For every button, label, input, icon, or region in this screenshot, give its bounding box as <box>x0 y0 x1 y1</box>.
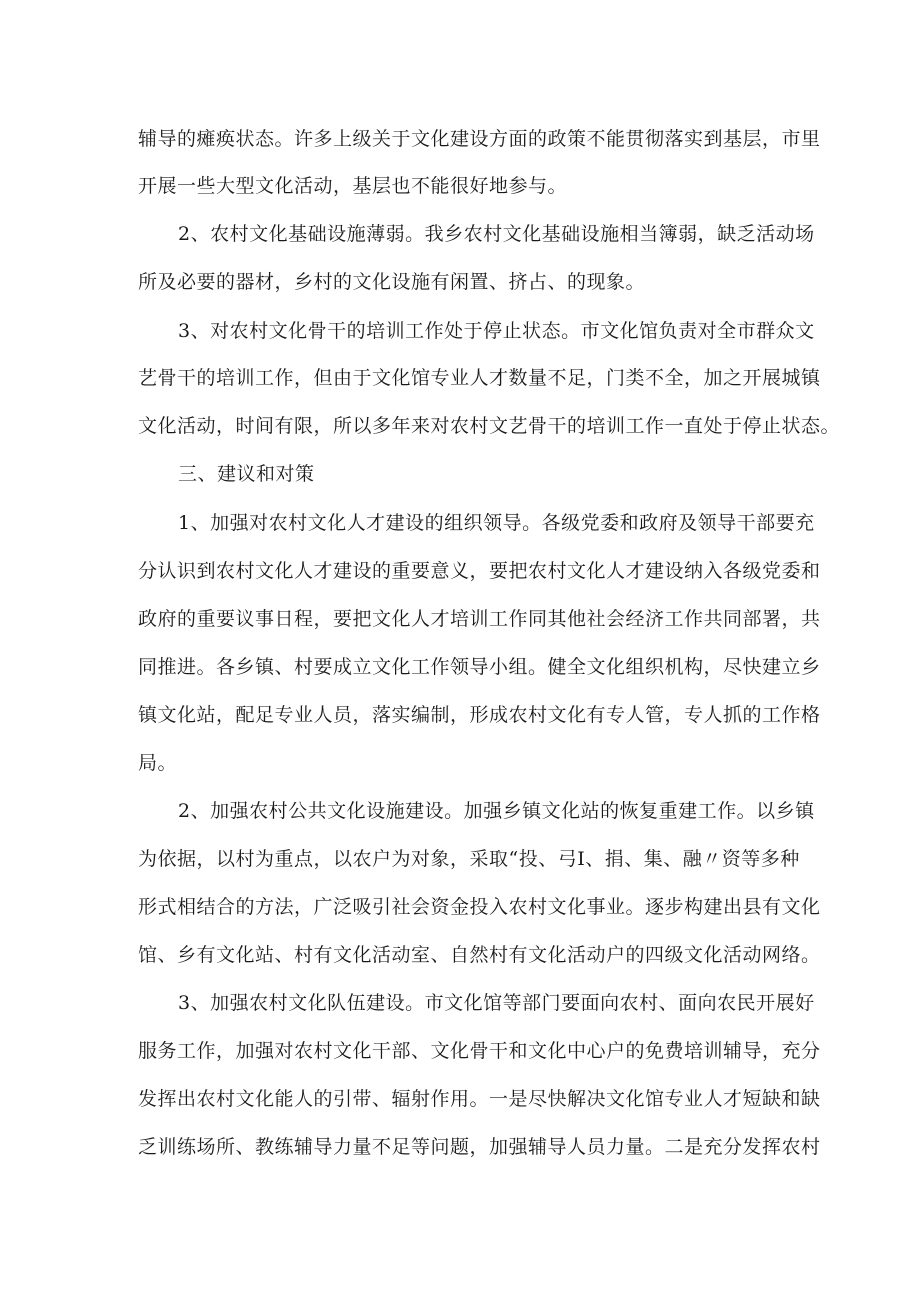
text-line: 3、对农村文化骨干的培训工作处于停止状态。市文化馆负责对全市群众文 <box>178 320 815 342</box>
text-line: 文化活动，时间有限，所以多年来对农村文艺骨干的培训工作一直处于停止状态。 <box>138 415 841 437</box>
text-line: 形式相结合的方法，广泛吸引社会资金投入农村文化事业。逐步构建出县有文化 <box>138 896 821 918</box>
text-line: 为依据，以村为重点，以农户为对象，采取“投、弓I、捐、集、融〃资等多种 <box>138 848 800 870</box>
text-line: 同推进。各乡镇、村要成立文化工作领导小组。健全文化组织机构，尽快建立乡 <box>138 656 821 678</box>
text-line: 所及必要的器材，乡村的文化设施有闲置、挤占、的现象。 <box>138 271 646 293</box>
text-line: 艺骨干的培训工作，但由于文化馆专业人才数量不足，门类不全，加之开展城镇 <box>138 367 821 389</box>
text-line: 镇文化站，配足专业人员，落实编制，形成农村文化有专人管，专人抓的工作格 <box>138 704 821 726</box>
text-line: 3、加强农村文化队伍建设。市文化馆等部门要面向农村、面向农民开展好 <box>178 992 815 1014</box>
text-line: 2、农村文化基础设施薄弱。我乡农村文化基础设施相当簿弱，缺乏活动场 <box>178 223 815 245</box>
text-line: 服务工作，加强对农村文化干部、文化骨干和文化中心户的免费培训辅导，充分 <box>138 1040 821 1062</box>
text-line: 分认识到农村文化人才建设的重要意义，要把农村文化人才建设纳入各级党委和 <box>138 560 821 582</box>
text-line: 1、加强对农村文化人才建设的组织领导。各级党委和政府及领导干部要充 <box>178 512 815 534</box>
text-line: 局。 <box>138 752 178 774</box>
text-line: 馆、乡有文化站、村有文化活动室、自然村有文化活动户的四级文化活动网络。 <box>138 944 821 966</box>
text-line: 发挥出农村文化能人的引带、辐射作用。一是尽快解决文化馆专业人才短缺和缺 <box>138 1088 821 1110</box>
text-line: 政府的重要议事日程，要把文化人才培训工作同其他社会经济工作共同部署，共 <box>138 608 821 630</box>
text-line: 2、加强农村公共文化设施建设。加强乡镇文化站的恢复重建工作。以乡镇 <box>178 800 815 822</box>
text-line: 乏训练场所、教练辅导力量不足等问题，加强辅导人员力量。二是充分发挥农村 <box>138 1136 821 1158</box>
text-line: 开展一些大型文化活动，基层也不能很好地参与。 <box>138 175 568 197</box>
text-line: 辅导的瘫痪状态。许多上级关于文化建设方面的政策不能贯彻落实到基层，市里 <box>138 128 821 150</box>
section-heading: 三、建议和对策 <box>178 463 315 485</box>
